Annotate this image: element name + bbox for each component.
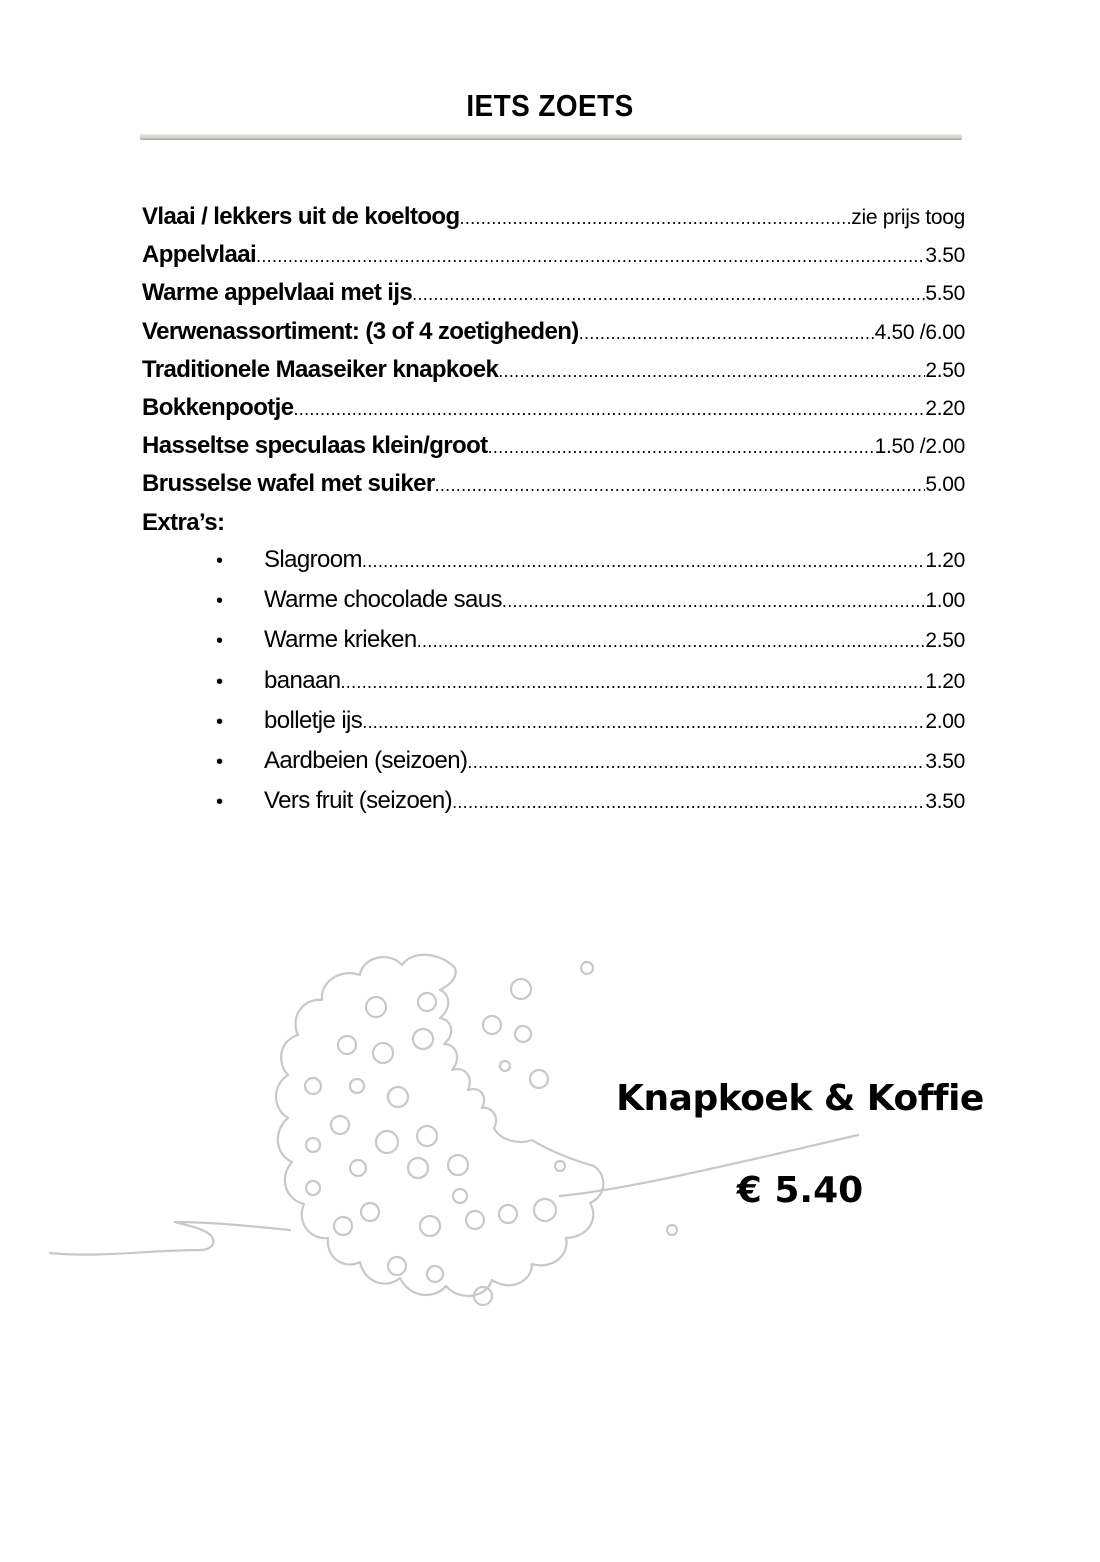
extras-heading: Extra’s: (142, 508, 225, 536)
extra-item-price: 3.50 (925, 790, 965, 814)
menu-item-price: 5.00 (925, 473, 965, 497)
dot-leader (256, 237, 925, 274)
extra-item (214, 580, 966, 620)
extra-item (214, 620, 966, 660)
menu-item-name: Brusselse wafel met suiker (142, 470, 435, 498)
cookie-outline (276, 955, 603, 1296)
dot-leader (417, 621, 926, 660)
menu-item (142, 274, 968, 312)
extras-list (214, 540, 966, 821)
menu-item-name: Hasseltse speculaas klein/groot (142, 432, 488, 460)
extra-item-price: 3.50 (925, 749, 965, 773)
dot-leader (502, 581, 925, 620)
menu-item (142, 236, 968, 274)
dot-leader (488, 428, 875, 465)
dot-leader (435, 466, 926, 503)
bullet-icon: • (216, 670, 224, 693)
page-title: IETS ZOETS (466, 88, 634, 123)
bullet-icon: • (216, 710, 224, 733)
dot-leader (579, 314, 875, 351)
dot-leader (412, 275, 925, 312)
extra-item (214, 540, 966, 580)
dot-leader (293, 390, 925, 427)
menu-item-price: 5.50 (925, 282, 965, 306)
menu-item-name: Bokkenpootje (142, 393, 294, 421)
extra-item-price: 1.20 (925, 669, 965, 693)
extra-item (214, 701, 966, 741)
menu-item-name: Vlaai / lekkers uit de koeltoog (142, 203, 460, 230)
menu-item-price: 2.50 (925, 358, 965, 382)
bullet-icon: • (216, 590, 224, 613)
dot-leader (362, 702, 925, 741)
menu-item (142, 465, 968, 503)
menu-item-name: Traditionele Maaseiker knapkoek (142, 355, 499, 383)
knapkoek-cookie-icon (0, 940, 1100, 1340)
extra-item-name: Warme chocolade saus (264, 586, 502, 614)
dot-leader (460, 199, 852, 236)
extra-item (214, 781, 966, 821)
dot-leader (467, 742, 925, 781)
extra-item-name: Warme krieken (264, 626, 417, 654)
menu-item-name: Verwenassortiment: (3 of 4 zoetigheden) (142, 317, 579, 345)
bullet-icon: • (216, 630, 224, 653)
extra-item-price: 2.50 (925, 629, 965, 653)
title-divider (140, 134, 962, 140)
extra-item-name: Aardbeien (seizoen) (264, 746, 468, 774)
bullet-icon: • (216, 791, 224, 814)
menu-item (142, 198, 968, 236)
extra-item (214, 661, 966, 701)
extra-item-name: Vers fruit (seizoen) (264, 787, 453, 815)
menu-item (142, 351, 968, 389)
promo-title: Knapkoek & Koffie (616, 1078, 984, 1119)
menu-item-price: 4.50 /6.00 (874, 320, 965, 344)
extra-item-price: 1.20 (925, 549, 965, 572)
extra-item (214, 741, 966, 781)
extra-item-name: banaan (264, 666, 341, 694)
menu-item-price: 3.50 (925, 244, 965, 268)
dot-leader (498, 352, 925, 389)
extra-item-price: 1.00 (925, 589, 965, 613)
extra-item-price: 2.00 (925, 709, 965, 733)
menu-item (142, 313, 968, 351)
dot-leader (341, 662, 926, 701)
menu-item-name: Appelvlaai (142, 241, 257, 269)
bullet-icon: • (216, 750, 224, 773)
steam-line-left (50, 1222, 290, 1255)
menu-item-price: 2.20 (925, 396, 965, 420)
extra-item-name: bolletje ijs (264, 706, 363, 734)
menu-item-price: 1.50 /2.00 (874, 435, 965, 459)
menu-list (142, 198, 968, 542)
dot-leader (452, 782, 925, 821)
bullet-icon: • (216, 550, 224, 572)
menu-item-name: Warme appelvlaai met ijs (142, 279, 413, 307)
dot-leader (362, 541, 925, 580)
extra-item-name: Slagroom (264, 546, 362, 573)
promo-price: € 5.40 (736, 1170, 864, 1211)
menu-item (142, 427, 968, 465)
menu-item (142, 389, 968, 427)
menu-item-price: zie prijs toog (851, 206, 965, 229)
